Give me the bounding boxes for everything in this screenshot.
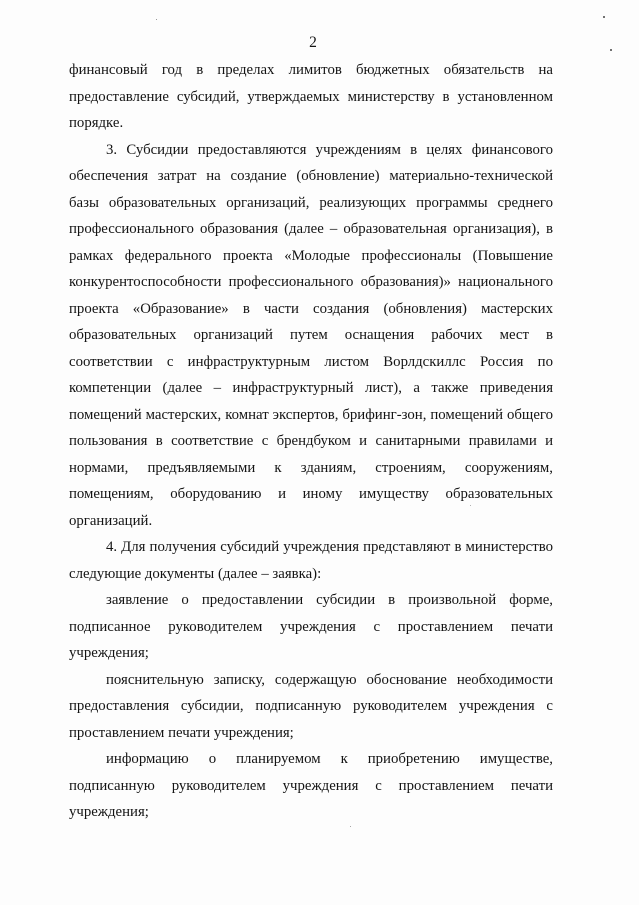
paragraph-clause-3: 3. Субсидии предоставляются учреждениям в целях финансового обеспечения затрат на создание (обновление) материально-технической базы образовательных организаций, реализующих программы среднего профессионального образования (далее – образовательная организация), в рамках федерального проекта «Молодые профессионалы (Повышение конкурентоспособности профессионального образования)» национального проекта «Образование» в части создания (обновления) мастерских образовательных организаций путем оснащения рабочих мест в соответствии с инфраструктурным листом Ворлдскиллс Россия по компетенции (далее – инфраструктурный лист), а также приведения помещений мастерских, комнат экспертов, брифинг-зон, помещений общего пользования в соответствие с брендбуком и санитарными правилами и нормами, предъявляемыми к зданиям, строениям, сооружениям, помещениям, оборудованию и иному имуществу образовательных организаций. [69, 141, 553, 529]
scan-speck [350, 826, 351, 827]
paragraph-clause-4: 4. Для получения субсидий учреждения представляют в министерство следующие документы (далее – заявка): [69, 539, 553, 582]
scan-speck [156, 19, 157, 20]
scan-speck [603, 16, 605, 18]
paragraph-application: заявление о предоставлении субсидии в произвольной форме, подписанное руководителем учреждения с проставлением печати учреждения; [69, 592, 553, 661]
paragraph-continuation: финансовый год в пределах лимитов бюджетных обязательств на предоставление субсидий, утверждаемых министерству в установленном порядке. [69, 62, 553, 131]
page-number: 2 [309, 34, 317, 51]
paragraph-property-info: информацию о планируемом к приобретению имуществе, подписанную руководителем учреждения с проставлением печати учреждения; [69, 751, 553, 820]
document-body [69, 57, 553, 826]
paragraph-explanatory-note: пояснительную записку, содержащую обоснование необходимости предоставления субсидии, подписанную руководителем учреждения с проставлением печати учреждения; [69, 671, 553, 741]
